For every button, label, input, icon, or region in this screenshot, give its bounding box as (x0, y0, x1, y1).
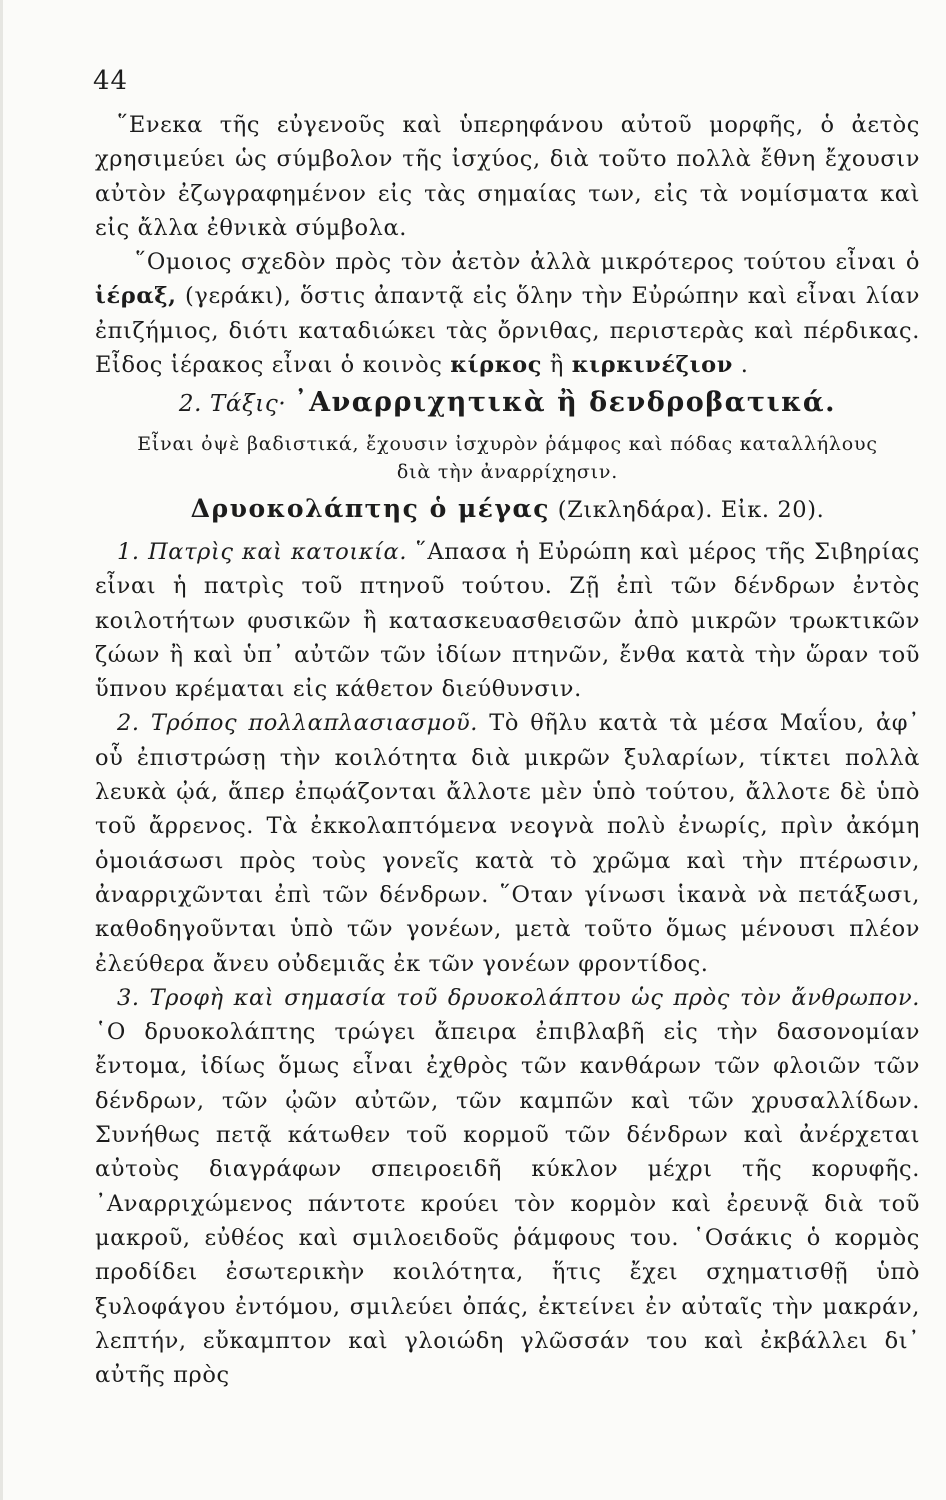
hawk-intro-text: ῞Ομοιος σχεδὸν πρὸς τὸν ἀετὸν ἀλλὰ μικρότερος τούτου εἶναι ὁ (135, 249, 920, 276)
section-number: 2. Τάξις· (178, 391, 287, 418)
species-name: Δρυοκολάπτης ὁ μέγας (190, 493, 550, 523)
section-note: Εἶναι ὀψὲ βαδιστικά, ἔχουσιν ἰσχυρὸν ῥάμφος καὶ πόδας καταλλήλους διὰ τὴν ἀναρρίχησιν. (137, 432, 878, 483)
subsection-food-label: 3. Τροφὴ καὶ σημασία τοῦ δρυοκολάπτου ὡς πρὸς τὸν ἄνθρωπον. (117, 984, 920, 1011)
species-suffix: (Ζικληδάρα). Εἰκ. 20). (557, 496, 825, 523)
hawk-description-text: (γεράκι), ὅστις ἀπαντᾷ εἰς ὅλην τὴν Εὐρώπην καὶ εἶναι λίαν ἐπιζήμιος, διότι καταδιώκει τὰς ὄρνιθας, περιστερὰς καὶ πέρδικας. Εἶδος ἱέρακος εἶναι ὁ κοινὸς (95, 283, 920, 379)
subsection-reproduction (95, 706, 920, 980)
term-hierax: ἱέραξ, (95, 283, 177, 310)
subsection-homeland-text: ῞Απασα ἡ Εὐρώπη καὶ μέρος τῆς Σιβηρίας εἶναι ἡ πατρὶς τοῦ πτηνοῦ τούτου. Ζῇ ἐπὶ τῶν δένδρων ἐντὸς κοιλοτήτων φυσικῶν ἢ κατασκευασθεισῶν ἀπὸ μικρῶν τρωκτικῶν ζώων ἢ καὶ ὑπ᾿ αὐτῶν τῶν ἰδίων πτηνῶν, ἔνθα κατὰ τὴν ὥραν τοῦ ὕπνου κρέμαται εἰς κάθετον διεύθυνσιν. (95, 538, 920, 703)
subsection-food-text: ῾Ο δρυοκολάπτης τρώγει ἄπειρα ἐπιβλαβῆ εἰς τὴν δασονομίαν ἔντομα, ἰδίως ὅμως εἶναι ἐχθρὸς τῶν κανθάρων τῶν φλοιῶν τῶν δένδρων, τῶν ᾠῶν αὐτῶν, τῶν καμπῶν καὶ τῶν χρυσαλλίδων. Συνήθως πετᾷ κάτωθεν τοῦ κορμοῦ τῶν δένδρων καὶ ἀνέρχεται αὐτοὺς διαγράφων σπειροειδῆ κύκλον μέχρι τῆς κορυφῆς. ᾿Αναρριχώμενος πάντοτε κρούει τὸν κορμὸν καὶ ἐρευνᾷ διὰ τοῦ μακροῦ, εὐθέος καὶ σμιλοειδοῦς ῥάμφους του. ῾Οσάκις ὁ κορμὸς προδίδει ἐσωτερικὴν κοιλότητα, ἥτις ἔχει σχηματισθῇ ὑπὸ ξυλοφάγου ἐντόμου, σμιλεύει ὀπάς, ἐκτείνει ἐν αὐταῖς τὴν μακράν, λεπτήν, εὔκαμπτον καὶ γλοιώδη γλῶσσάν του καὶ ἐκβάλλει δι᾿ αὐτῆς πρὸς (95, 1019, 920, 1389)
section-heading-climbers (95, 386, 920, 421)
subsection-reproduction-text: Τὸ θῆλυ κατὰ τὰ μέσα Μαΐου, ἀφ᾿ οὗ ἐπιστρώσῃ τὴν κοιλότητα διὰ μικρῶν ξυλαρίων, τίκτει πολλὰ λευκὰ ᾠά, ἅπερ ἐπῳάζονται ἄλλοτε μὲν ὑπὸ τούτου, ἄλλοτε δὲ ὑπὸ τοῦ ἄρρενος. Τὰ ἐκκολαπτόμενα νεογνὰ πολὺ ἐνωρίς, πρὶν ἀκόμη ὁμοιάσωσι πρὸς τοὺς γονεῖς κατὰ τὸ χρῶμα καὶ τὴν πτέρωσιν, ἀναρριχῶνται ἐπὶ τῶν δένδρων. ῞Οταν γίνωσι ἱκανὰ νὰ πετάξωσι, καθοδηγοῦνται ὑπὸ τῶν γονέων, μετὰ τοῦτο ὅμως μένουσι πλέον ἐλεύθερα ἄνευ οὐδεμιᾶς ἐκ τῶν γονέων φροντίδος. (95, 710, 920, 977)
subsection-reproduction-label: 2. Τρόπος πολλαπλασιασμοῦ. (117, 710, 479, 737)
subsection-food (95, 981, 920, 1393)
section-title: ᾿Αναρριχητικὰ ἢ δενδροβατικά. (294, 387, 837, 419)
term-kirkinezion: κιρκινέζιον (571, 352, 733, 379)
page-number: 44 (93, 66, 129, 96)
subsection-homeland-label: 1. Πατρὶς καὶ κατοικία. (117, 538, 408, 565)
conjunction-text: ἢ (549, 352, 564, 379)
subsection-homeland (95, 535, 920, 706)
page-body (95, 108, 920, 1392)
paragraph-hawk (95, 245, 920, 382)
species-heading (95, 492, 920, 527)
paragraph-eagle-symbol: ῞Ενεκα τῆς εὐγενοῦς καὶ ὑπερηφάνου αὐτοῦ μορφῆς, ὁ ἀετὸς χρησιμεύει ὡς σύμβολον τῆς ἰσχύος, διὰ τοῦτο πολλὰ ἔθνη ἔχουσιν αὐτὸν ἐζωγραφημένον εἰς τὰς σημαίας των, εἰς τὰ νομίσματα καὶ εἰς ἄλλα ἐθνικὰ σύμβολα. (95, 112, 920, 241)
term-kirkos: κίρκος (450, 352, 543, 379)
hawk-end-punct: . (740, 352, 749, 379)
